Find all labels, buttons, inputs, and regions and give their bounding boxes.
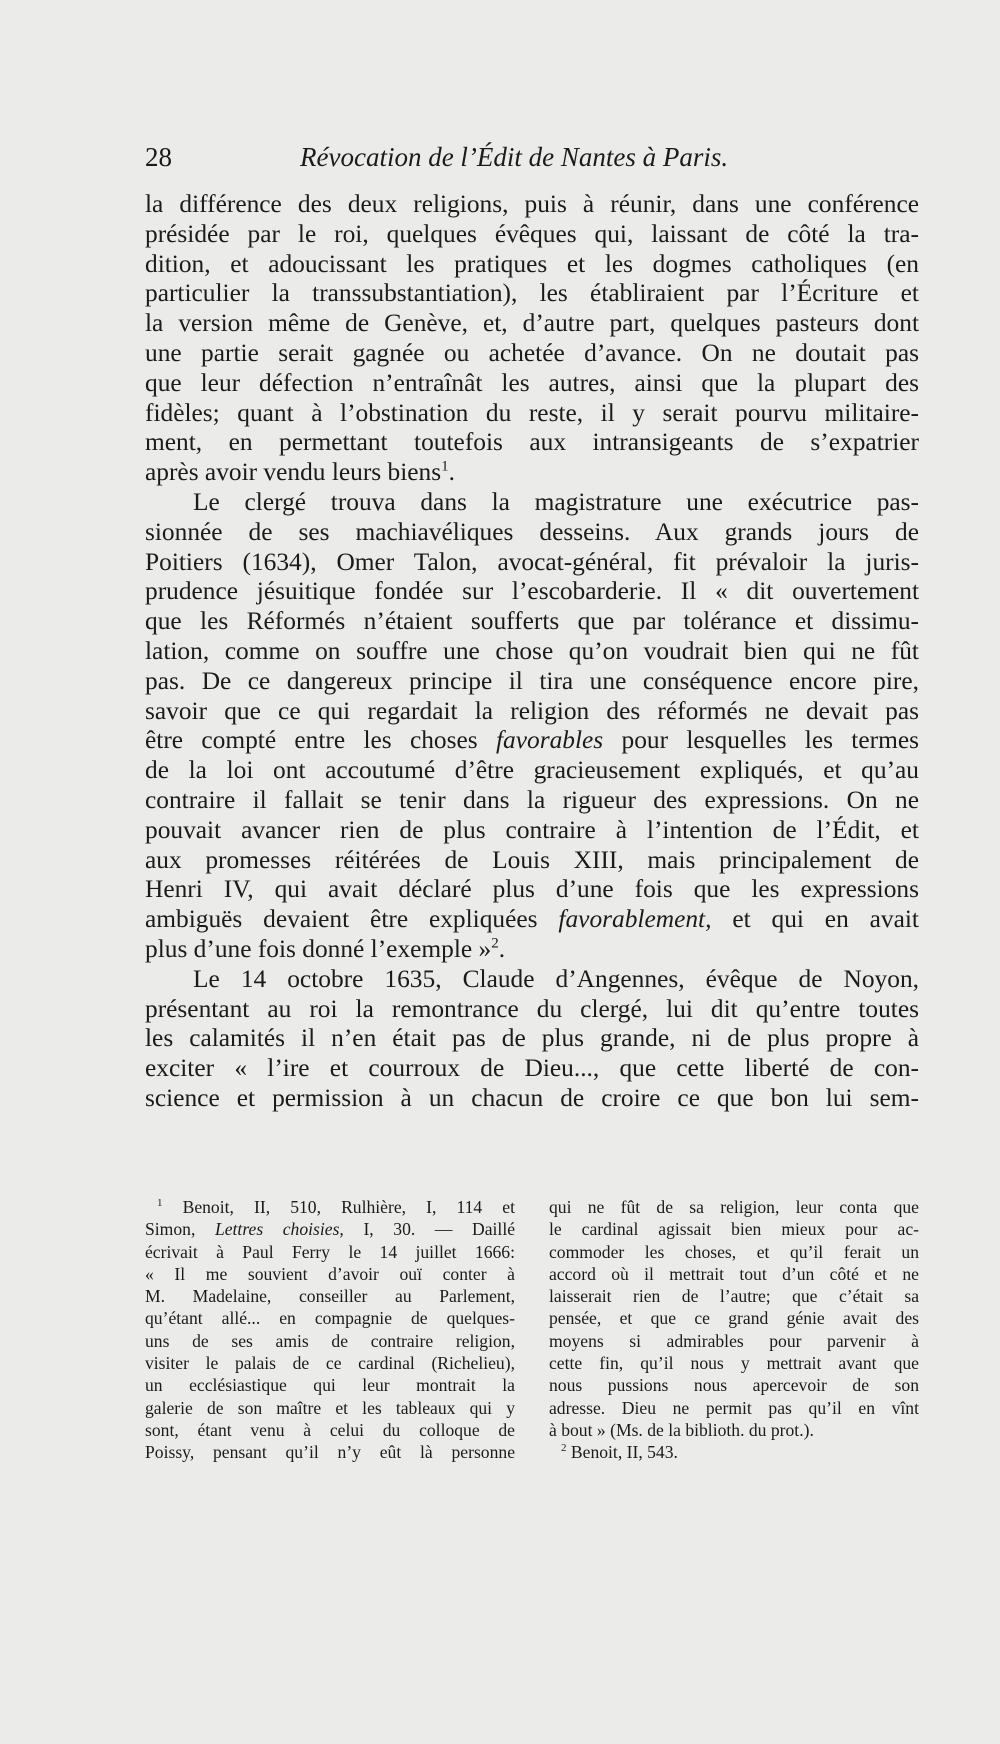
text-line: Le 14 octobre 1635, Claude d’Angennes, évêque de Noyon, [193,964,919,993]
text-line: que leur défection n’entraînât les autres, ainsi que la plupart des [145,368,919,397]
text-segment: et qui en avait [732,905,919,934]
footnote-line: à bout » (Ms. de la biblioth. du prot.). [549,1419,814,1440]
text-line: prudence jésuitique fondée sur l’escobarderie. Il « dit ouvertement [145,577,919,606]
footnote-line: visiter le palais de ce cardinal (Richelieu), [145,1353,515,1374]
text-line: ment, en permettant toutefois aux intransigeants de s’expatrier [145,428,919,457]
footnote-line: « Il me souvient d’avoir ouï conter à [145,1263,515,1284]
text-line: aux promesses réitérées de Louis XIII, mais principalement de [145,845,919,874]
text-line: présentant au roi la remontrance du clergé, lui dit qu’entre toutes [145,994,919,1023]
text-line: pouvait avancer rien de plus contraire à l’intention de l’Édit, et [145,815,919,844]
footnote-line: accord où il mettrait tout d’un côté et ne [549,1263,919,1284]
italic-term: favorables [495,726,604,755]
footnotes-left-column [145,1196,515,1464]
text-segment: Simon, [145,1219,196,1240]
text-line: de la loi ont accoutumé d’être gracieusement expliqués, et qu’au [145,756,919,785]
text-line: fidèles; quant à l’obstination du reste, il y serait pourvu militaire- [145,398,919,427]
text-line: présidée par le roi, quelques évêques qui, laissant de côté la tra- [145,219,919,248]
text-line: exciter « l’ire et courroux de Dieu..., que cette liberté de con- [145,1054,919,1083]
footnote-line: commoder les choses, et qu’il ferait un [549,1241,919,1262]
footnote-line: uns de ses amis de contraire religion, [145,1330,515,1351]
footnote-number: 1 [157,1197,163,1210]
footnote-number: 2 [561,1442,567,1455]
text-line: Henri IV, qui avait déclaré plus d’une fois que les expressions [145,875,919,904]
text-line: que les Réformés n’étaient soufferts que par tolérance et dissimu- [145,607,919,636]
footnote-line: nous pussions nous apercevoir de son [549,1375,919,1396]
text-line: pas. De ce dangereux principe il tira une conséquence encore pire, [145,666,919,695]
text-line [145,905,919,935]
footnotes-right-column [549,1196,919,1464]
footnote-line: moyens si admirables pour parvenir à [549,1330,919,1351]
footnote-ref: 2 [491,935,499,952]
page-number: 28 [145,142,172,172]
text-line: plus d’une fois donné l’exemple »$^2$. [145,934,506,963]
footnote-line: un ecclésiastique qui leur montrait la [145,1375,515,1396]
footnote-ref: 1 [441,458,449,475]
footnote-line: cette fin, qu’il nous y mettrait avant que [549,1353,919,1374]
running-title: Révocation de l’Édit de Nantes à Paris. [300,142,729,172]
running-header [145,142,765,178]
text-line: la version même de Genève, et, d’autre part, quelques pasteurs dont [145,309,919,338]
text-segment: pour lesquelles les termes [621,726,919,755]
text-line: dition, et adoucissant les pratiques et les dogmes catholiques (en [145,249,919,278]
footnote-line: écrivait à Paul Ferry le 14 juillet 1666: [145,1241,515,1262]
text-line: les calamités il n’en était pas de plus grande, ni de plus propre à [145,1024,919,1053]
text-line: une partie serait gagnée ou achetée d’avance. On ne doutait pas [145,338,919,367]
text-line: Le clergé trouva dans la magistrature une exécutrice pas- [193,487,919,516]
main-text [145,190,919,1114]
footnote-line: qu’étant allé... en compagnie de quelques- [145,1308,515,1329]
text-segment: ambiguës devaient être expliquées [145,905,538,934]
text-segment: Benoit, II, 543. [570,1442,678,1463]
text-segment: Benoit, II, 510, Rulhière, I, 114 et [182,1197,515,1217]
text-line: savoir que ce qui regardait la religion des réformés ne devait pas [145,696,919,725]
text-line: lation, comme on souffre une chose qu’on voudrait bien qui ne fût [145,636,919,665]
text-line: après avoir vendu leurs biens$^1$. [145,458,455,487]
text-segment: plus d’une fois donné l’exemple » [145,934,492,963]
text-line [145,726,919,756]
footnote-line: le cardinal agissait bien mieux pour ac- [549,1219,919,1240]
footnote-line [145,1196,515,1218]
footnote-line: adresse. Dieu ne permit pas qu’il en vînt [549,1397,919,1418]
footnote-line: pensée, et que ce grand génie avait des [549,1308,919,1329]
footnote-line: galerie de son maître et les tableaux qui y [145,1397,515,1418]
text-segment: I, 30. — Daillé [363,1219,516,1240]
text-line: la différence des deux religions, puis à réunir, dans une conférence [145,190,919,218]
footnote-line: Poissy, pensant qu’il n’y eût là personne [145,1442,515,1463]
italic-title: Lettres choisies, [214,1219,344,1240]
footnote-line: qui ne fût de sa religion, leur conta que [549,1197,919,1217]
footnote-line [549,1441,919,1463]
text-line: sionnée de ses machiavéliques desseins. Aux grands jours de [145,517,919,546]
footnote-line: laisserait rien de l’autre; que c’était sa [549,1286,919,1307]
footnote-line [145,1218,515,1240]
text-segment: après avoir vendu leurs biens [145,458,442,487]
footnote-line: sont, étant venu à celui du colloque de [145,1419,515,1440]
text-line: particulier la transsubstantiation), les établiraient par l’Écriture et [145,279,919,308]
footnote-line: M. Madelaine, conseiller au Parlement, [145,1286,515,1307]
italic-term: favorablement, [558,905,712,934]
text-line: science et permission à un chacun de croire ce que bon lui sem- [145,1083,919,1112]
text-line: contraire il fallait se tenir dans la rigueur des expressions. On ne [145,785,919,814]
text-line: Poitiers (1634), Omer Talon, avocat-général, fit prévaloir la juris- [145,547,919,576]
text-segment: être compté entre les choses [145,726,478,755]
